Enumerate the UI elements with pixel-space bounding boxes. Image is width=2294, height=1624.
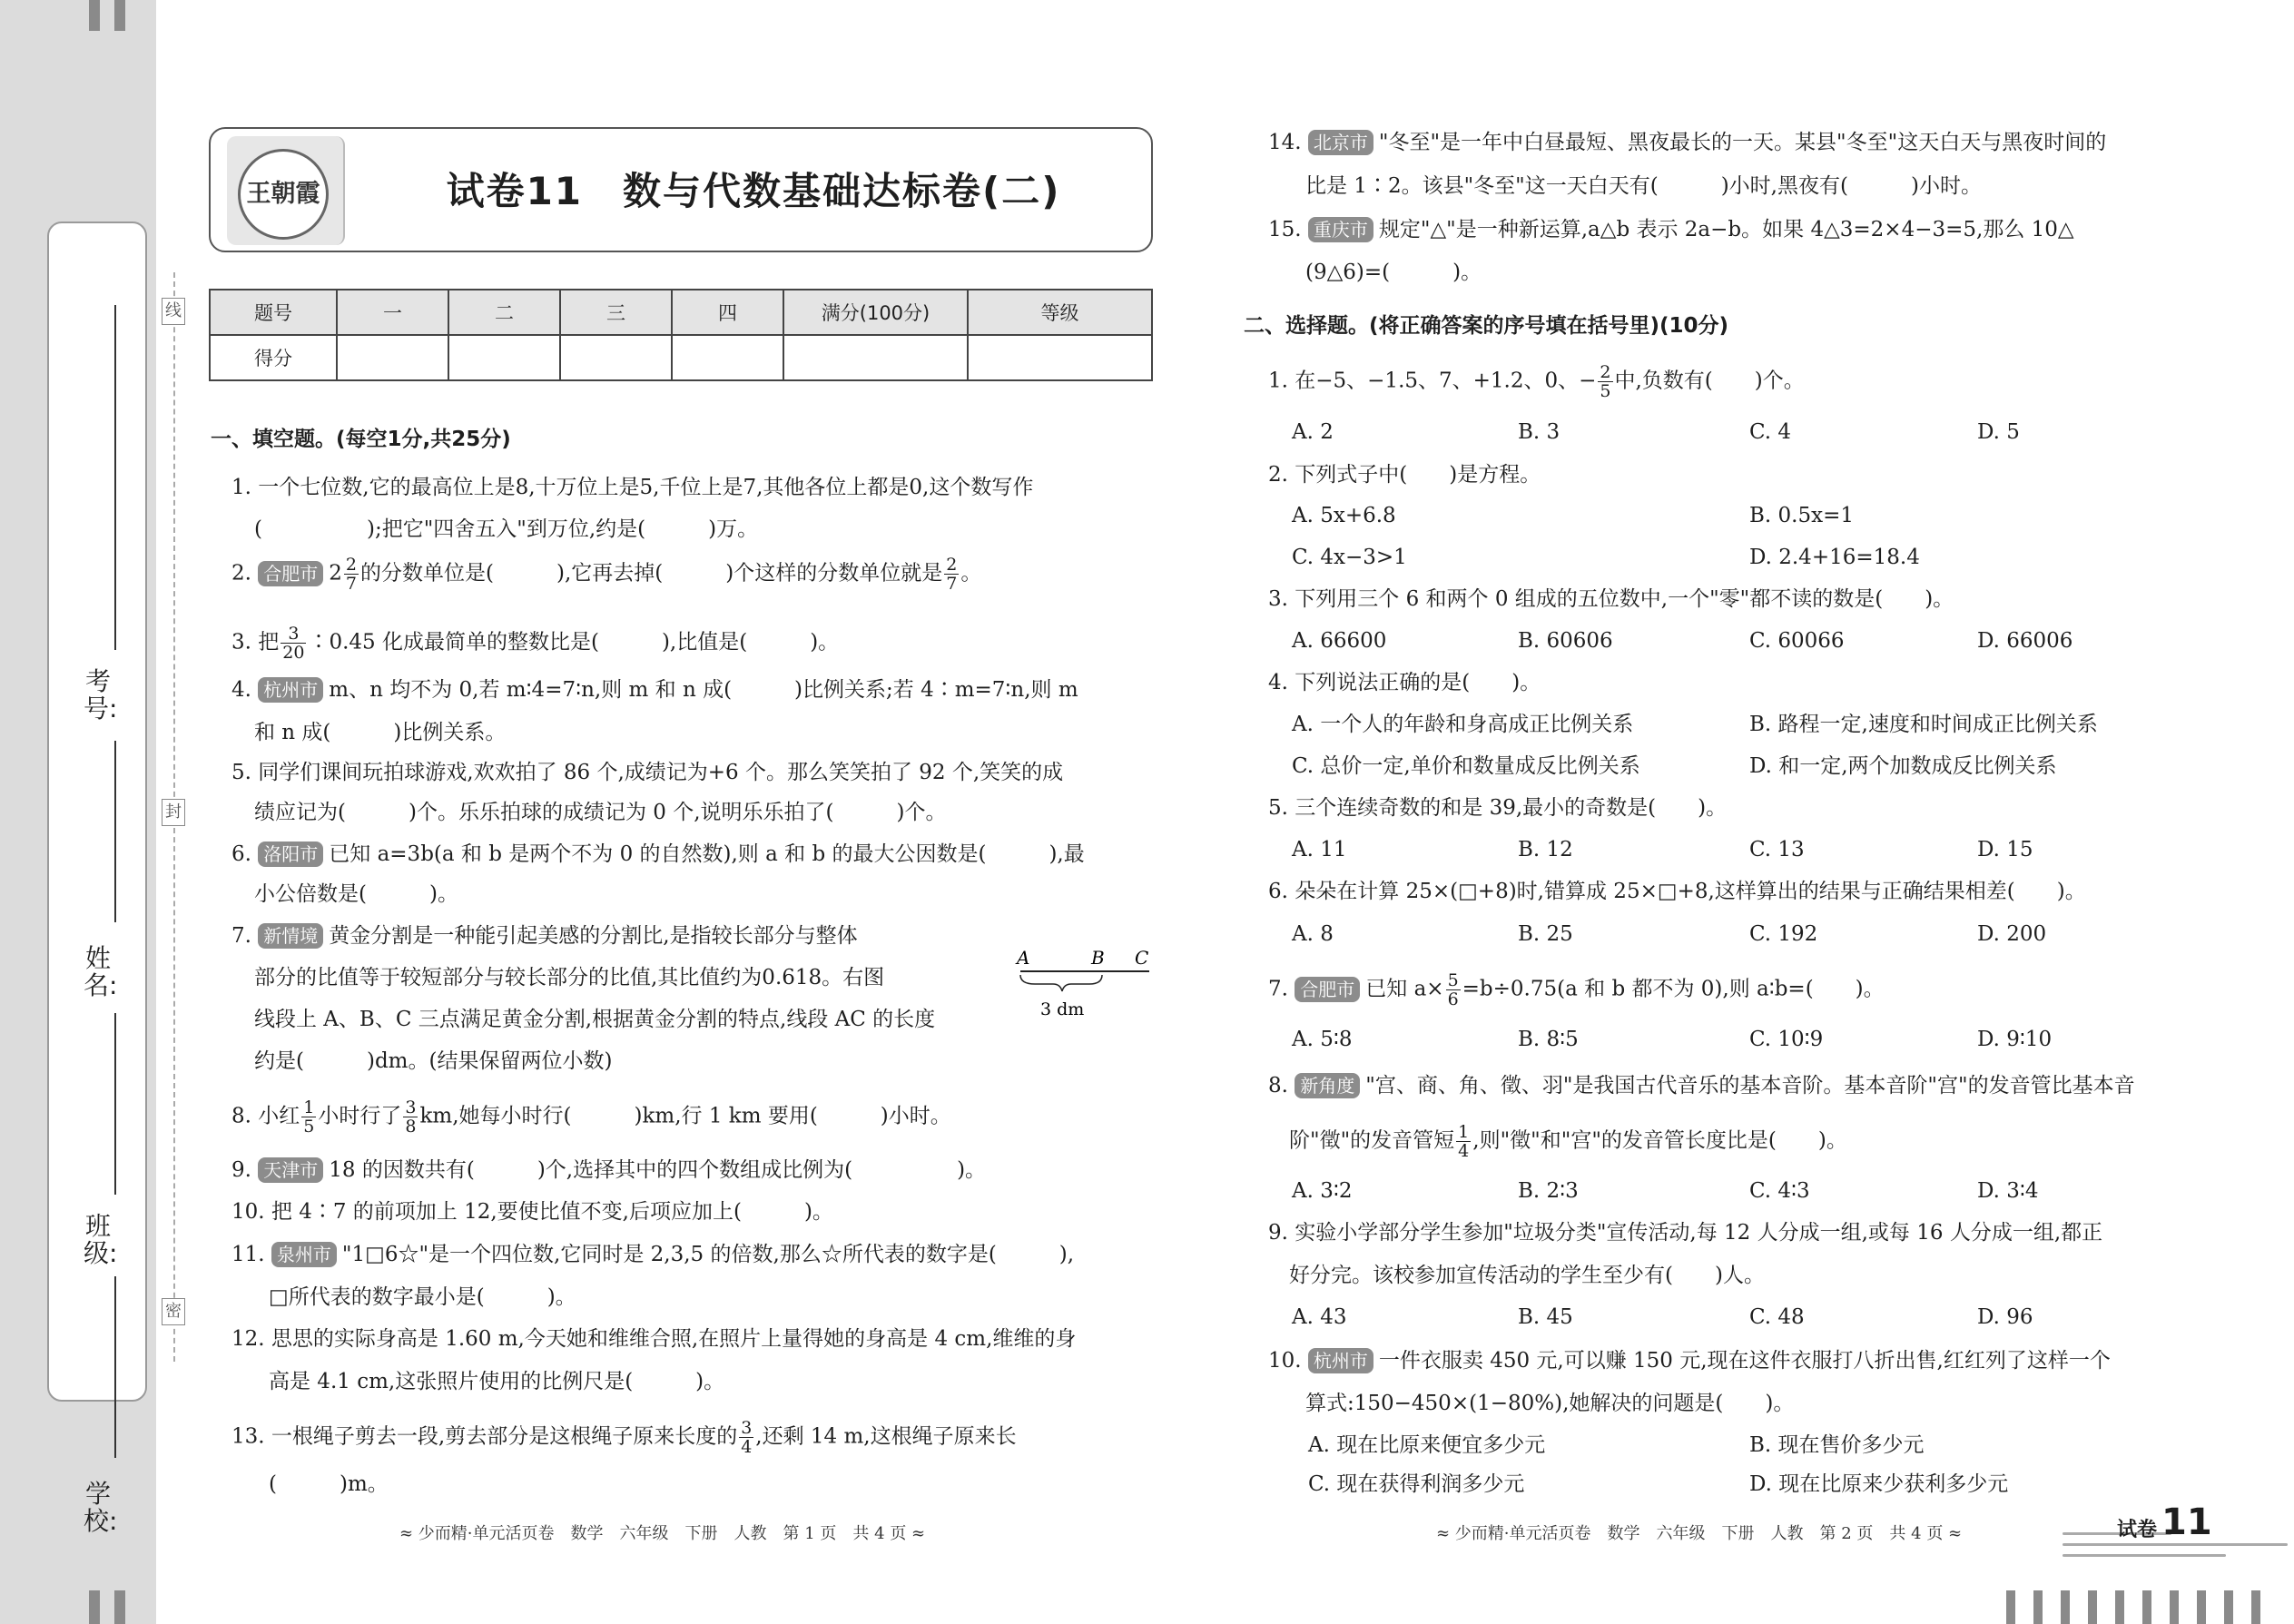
q-text: "1□6☆"是一个四位数,它同时是 2,3,5 的倍数,那么☆所代表的数字是( ),: [341, 1243, 1075, 1266]
question-11-cont: □所代表的数字最小是( )。: [269, 1285, 576, 1309]
wave-decoration: [2179, 1543, 2288, 1546]
option-d[interactable]: D. 2.4+16=18.4: [1749, 546, 1920, 569]
page-footer-left: ≈ 少而精·单元活页卷 数学 六年级 下册 人教 第 1 页 共 4 页 ≈: [399, 1524, 926, 1543]
option-b[interactable]: B. 60606: [1518, 629, 1613, 653]
choice-1: [1268, 363, 1805, 400]
choice-7: [1268, 971, 1885, 1009]
option-c[interactable]: C. 4: [1749, 420, 1792, 444]
page-footer-right: ≈ 少而精·单元活页卷 数学 六年级 下册 人教 第 2 页 共 4 页 ≈: [1436, 1524, 1963, 1543]
q-text: "冬至"是一年中白昼最短、黑夜最长的一天。某县"冬至"这天白天与黑夜时间的: [1378, 131, 2107, 154]
number-field[interactable]: [114, 305, 116, 650]
option-d[interactable]: D. 66006: [1977, 629, 2073, 653]
q-text: "宫、商、角、徵、羽"是我国古代音乐的基本音阶。基本音阶"宫"的发音管比基本音: [1365, 1074, 2135, 1097]
region-tag: 重庆市: [1308, 217, 1373, 242]
option-d[interactable]: D. 200: [1977, 922, 2047, 946]
q-num: 14.: [1268, 131, 1302, 154]
option-d[interactable]: D. 3∶4: [1977, 1179, 2039, 1203]
q-num: 10.: [1268, 1349, 1302, 1373]
option-d[interactable]: D. 现在比原来少获利多少元: [1749, 1472, 2009, 1496]
seal-seal-mark: 封: [162, 799, 185, 826]
point-b-label: B: [1091, 947, 1105, 969]
exam-tab-number: 11: [2161, 1501, 2212, 1543]
q-text: ,还剩 14 m,这根绳子原来长: [755, 1424, 1017, 1449]
punch-mark: [2115, 1590, 2124, 1624]
option-a[interactable]: A. 11: [1292, 838, 1347, 861]
option-b[interactable]: B. 现在售价多少元: [1749, 1433, 1925, 1457]
q-num: 9.: [231, 1158, 251, 1182]
point-c-label: C: [1135, 947, 1149, 969]
score-table: [209, 289, 1153, 381]
question-5: 5. 同学们课间玩拍球游戏,欢欢拍了 86 个,成绩记为+6 个。那么笑笑拍了 92 个,笑笑的成: [231, 761, 1064, 784]
q-text: 阶"徵"的发音管短: [1289, 1128, 1455, 1153]
option-b[interactable]: B. 2∶3: [1518, 1179, 1579, 1203]
golden-section-diagram: [1008, 944, 1162, 1026]
option-a[interactable]: A. 3∶2: [1292, 1179, 1353, 1203]
punch-mark: [2142, 1590, 2151, 1624]
fraction: $\frac{1}{4}$: [1458, 1122, 1470, 1161]
q-num: 2.: [231, 561, 251, 586]
fraction: $\frac{3}{20}$: [282, 624, 305, 663]
choice-6: 6. 朵朵在计算 25×(□+8)时,错算成 25×□+8,这样算出的结果与正确结果相差( )。: [1268, 880, 2086, 903]
punch-mark: [2033, 1590, 2043, 1624]
q-num: 11.: [231, 1243, 265, 1266]
option-b[interactable]: B. 8∶5: [1518, 1028, 1579, 1051]
section-heading: 二、选择题。(将正确答案的序号填在括号里)(10分): [1244, 314, 1729, 338]
question-4: [231, 676, 1078, 704]
table-cell: 三: [560, 290, 672, 335]
q-num: 4.: [231, 678, 251, 702]
question-3: [231, 625, 839, 662]
fraction: $\frac{3}{8}$: [405, 1097, 417, 1137]
question-7-cont: 部分的比值等于较短部分与较长部分的比值,其比值约为0.618。右图: [254, 966, 885, 989]
fraction: $\frac{1}{5}$: [303, 1097, 315, 1137]
question-7-cont: 线段上 A、B、C 三点满足黄金分割,根据黄金分割的特点,线段 AC 的长度: [254, 1008, 936, 1031]
fraction: $\frac{2}{5}$: [1600, 362, 1611, 401]
exam-tab-label: 试卷: [2117, 1519, 2158, 1541]
class-label: 班级:: [84, 1211, 118, 1268]
table-cell: 一: [337, 290, 448, 335]
score-cell[interactable]: [337, 335, 448, 380]
school-label: 学校:: [84, 1479, 118, 1536]
option-b[interactable]: B. 3: [1518, 420, 1561, 444]
table-row: [210, 335, 1152, 380]
question-14: [1268, 129, 2106, 156]
publisher-logo: [227, 136, 345, 245]
question-6-cont: 小公倍数是( )。: [254, 882, 458, 906]
choice-9-cont: 好分完。该校参加宣传活动的学生至少有( )人。: [1289, 1264, 1765, 1287]
region-tag: 合肥市: [258, 561, 323, 586]
choice-9: 9. 实验小学部分学生参加"垃圾分类"宣传活动,每 12 人分成一组,或每 16 人分成一组,都正: [1268, 1221, 2103, 1245]
q-text: 13. 一根绳子剪去一段,剪去部分是这根绳子原来长度的: [231, 1424, 738, 1449]
question-9: [231, 1156, 986, 1184]
punch-mark: [114, 1590, 125, 1624]
choice-10-cont: 算式:150−450×(1−80%),她解决的问题是( )。: [1305, 1392, 1795, 1415]
exam-title: 试卷11 数与代数基础达标卷(二): [446, 169, 1061, 213]
fraction: $\frac{3}{4}$: [741, 1418, 753, 1457]
punch-mark: [2006, 1590, 2015, 1624]
brace: [1020, 975, 1102, 991]
region-tag: 北京市: [1308, 130, 1373, 155]
q-num: 7.: [231, 924, 251, 948]
question-10: 10. 把 4∶7 的前项加上 12,要使比值不变,后项应加上( )。: [231, 1200, 833, 1224]
score-cell[interactable]: [783, 335, 968, 380]
question-7-cont: 约是( )dm。(结果保留两位小数): [254, 1049, 613, 1073]
punch-mark: [89, 1590, 100, 1624]
table-cell: 二: [448, 290, 560, 335]
score-cell[interactable]: [672, 335, 783, 380]
option-c[interactable]: C. 10∶9: [1749, 1028, 1824, 1051]
wave-decoration: [2063, 1554, 2226, 1557]
choice-4: 4. 下列说法正确的是( )。: [1268, 671, 1541, 694]
table-cell: 得分: [210, 335, 337, 380]
option-a[interactable]: A. 8: [1292, 922, 1334, 946]
option-c[interactable]: C. 总价一定,单价和数量成反比例关系: [1292, 754, 1640, 778]
option-d[interactable]: D. 9∶10: [1977, 1028, 2053, 1051]
context-tag: 新角度: [1295, 1073, 1360, 1098]
option-a[interactable]: A. 5x+6.8: [1292, 504, 1396, 527]
question-1-cont: ( );把它"四舍五入"到万位,约是( )万。: [254, 517, 759, 541]
seal-line-mark: 线: [162, 298, 185, 325]
question-4-cont: 和 n 成( )比例关系。: [254, 721, 507, 744]
q-text: 规定"△"是一种新运算,a△b 表示 2a−b。如果 4△3=2×4−3=5,那么 10△: [1378, 218, 2074, 241]
q-text: 已知 a×: [1365, 977, 1444, 1001]
punch-mark: [89, 0, 100, 31]
table-cell: 满分(100分): [783, 290, 968, 335]
region-tag: 洛阳市: [258, 842, 323, 867]
punch-mark: [2170, 1590, 2179, 1624]
choice-3: 3. 下列用三个 6 和两个 0 组成的五位数中,一个"零"都不读的数是( )。: [1268, 587, 1954, 611]
question-12-cont: 高是 4.1 cm,这张照片使用的比例尺是( )。: [269, 1370, 725, 1393]
fraction: $\frac{2}{7}$: [946, 555, 958, 594]
class-field[interactable]: [114, 1013, 116, 1195]
score-cell[interactable]: [560, 335, 672, 380]
point-a-label: A: [1017, 947, 1030, 969]
punch-mark: [2251, 1590, 2260, 1624]
section-heading: 一、填空题。(每空1分,共25分): [211, 428, 511, 451]
option-c[interactable]: C. 4∶3: [1749, 1179, 1810, 1203]
question-2: [231, 556, 981, 593]
question-12: 12. 思思的实际身高是 1.60 m,今天她和维维合照,在照片上量得她的身高是 4 cm,维维的身: [231, 1327, 1077, 1351]
score-cell[interactable]: [448, 335, 560, 380]
question-13: [231, 1419, 1017, 1456]
q-text: =b÷0.75(a 和 b 都不为 0),则 a∶b=( )。: [1462, 977, 1885, 1001]
question-15: [1268, 216, 2074, 243]
punch-mark: [2224, 1590, 2233, 1624]
option-c[interactable]: C. 4x−3>1: [1292, 546, 1407, 569]
punch-mark: [114, 0, 125, 31]
option-d[interactable]: D. 15: [1977, 838, 2033, 861]
question-15-cont: (9△6)=( )。: [1305, 261, 1482, 284]
score-cell[interactable]: [968, 335, 1152, 380]
choice-8: [1268, 1072, 2135, 1099]
option-b[interactable]: B. 25: [1518, 922, 1573, 946]
context-tag: 新情境: [258, 923, 323, 949]
option-a[interactable]: A. 2: [1292, 420, 1334, 444]
question-6: [231, 841, 1085, 868]
school-field[interactable]: [114, 1276, 116, 1458]
student-info-box: [47, 221, 147, 1536]
option-d[interactable]: D. 96: [1977, 1305, 2033, 1329]
question-7: [231, 922, 858, 950]
question-8: [231, 1098, 951, 1136]
question-13-cont: ( )m。: [269, 1472, 389, 1496]
logo-text: 王朝霞: [238, 149, 329, 240]
punch-mark: [2197, 1590, 2206, 1624]
q-text: 一件衣服卖 450 元,可以赚 150 元,现在这件衣服打八折出售,红红列了这样一个: [1378, 1349, 2111, 1373]
option-d[interactable]: D. 和一定,两个加数成反比例关系: [1749, 754, 2057, 778]
choice-10: [1268, 1347, 2111, 1374]
q-num: 7.: [1268, 977, 1288, 1001]
q-text: ∶0.45 化成最简单的整数比是( ),比值是( )。: [308, 630, 840, 655]
region-tag: 杭州市: [258, 677, 323, 703]
choice-8-cont: [1289, 1123, 1847, 1160]
table-cell: 题号: [210, 290, 337, 335]
option-c[interactable]: C. 48: [1749, 1305, 1805, 1329]
punch-mark: [2061, 1590, 2070, 1624]
name-field[interactable]: [114, 741, 116, 922]
table-cell: 等级: [968, 290, 1152, 335]
option-c[interactable]: C. 192: [1749, 922, 1818, 946]
q-text: 的分数单位是( ),它再去掉( )个这样的分数单位就是: [360, 561, 943, 586]
q-text: 3. 把: [231, 630, 280, 655]
option-b[interactable]: B. 45: [1518, 1305, 1573, 1329]
q-text: ,则"徵"和"宫"的发音管长度比是( )。: [1472, 1128, 1847, 1153]
q-num: 6.: [231, 842, 251, 866]
q-text: km,她每小时行( )km,行 1 km 要用( )小时。: [419, 1104, 951, 1128]
punch-mark: [2088, 1590, 2097, 1624]
q-text: 。: [960, 561, 982, 586]
seal-dense-mark: 密: [162, 1298, 185, 1325]
fraction: $\frac{2}{7}$: [345, 555, 357, 594]
option-b[interactable]: B. 0.5x=1: [1749, 504, 1854, 527]
q-text: 1. 在−5、−1.5、7、+1.2、0、−: [1268, 369, 1597, 393]
table-row: [210, 290, 1152, 335]
question-5-cont: 绩应记为( )个。乐乐拍球的成绩记为 0 个,说明乐乐拍了( )个。: [254, 801, 947, 824]
option-b[interactable]: B. 路程一定,速度和时间成正比例关系: [1749, 713, 2098, 736]
q-num: 8.: [1268, 1074, 1288, 1097]
q-text: 黄金分割是一种能引起美感的分割比,是指较长部分与整体: [329, 924, 858, 948]
question-11: [231, 1241, 1074, 1268]
option-a[interactable]: A. 现在比原来便宜多少元: [1308, 1433, 1546, 1457]
q-text: 8. 小红: [231, 1104, 300, 1128]
region-tag: 泉州市: [271, 1242, 337, 1267]
region-tag: 合肥市: [1295, 977, 1360, 1002]
choice-2: 2. 下列式子中( )是方程。: [1268, 463, 1541, 487]
option-d[interactable]: D. 5: [1977, 420, 2020, 444]
question-14-cont: 比是 1∶2。该县"冬至"这一天白天有( )小时,黑夜有( )小时。: [1305, 174, 1982, 198]
option-c[interactable]: C. 现在获得利润多少元: [1308, 1472, 1525, 1496]
q-text: 已知 a=3b(a 和 b 是两个不为 0 的自然数),则 a 和 b 的最大公因数是( ),最: [329, 842, 1085, 866]
option-a[interactable]: A. 一个人的年龄和身高成正比例关系: [1292, 713, 1634, 736]
length-label: 3 dm: [1040, 999, 1085, 1019]
option-a[interactable]: A. 5∶8: [1292, 1028, 1353, 1051]
name-label: 姓名:: [84, 943, 118, 1000]
mixed-whole: 2: [329, 561, 342, 586]
q-text: 中,负数有( )个。: [1614, 369, 1805, 393]
option-b[interactable]: B. 12: [1518, 838, 1573, 861]
option-c[interactable]: C. 60066: [1749, 629, 1845, 653]
fraction: $\frac{5}{6}$: [1447, 970, 1459, 1009]
region-tag: 杭州市: [1308, 1348, 1373, 1373]
question-1: 1. 一个七位数,它的最高位上是8,十万位上是5,千位上是7,其他各位上都是0,这个数写作: [231, 476, 1034, 499]
option-a[interactable]: A. 66600: [1292, 629, 1387, 653]
q-text: 小时行了: [318, 1104, 402, 1128]
table-cell: 四: [672, 290, 783, 335]
number-label: 考号:: [84, 666, 118, 723]
choice-5: 5. 三个连续奇数的和是 39,最小的奇数是( )。: [1268, 796, 1728, 820]
region-tag: 天津市: [258, 1157, 323, 1183]
q-text: m、n 均不为 0,若 m∶4=7∶n,则 m 和 n 成( )比例关系;若 4∶m=7∶n,则 m: [329, 678, 1078, 702]
option-a[interactable]: A. 43: [1292, 1305, 1347, 1329]
q-num: 15.: [1268, 218, 1302, 241]
q-text: 18 的因数共有( )个,选择其中的四个数组成比例为( )。: [329, 1158, 987, 1182]
option-c[interactable]: C. 13: [1749, 838, 1805, 861]
